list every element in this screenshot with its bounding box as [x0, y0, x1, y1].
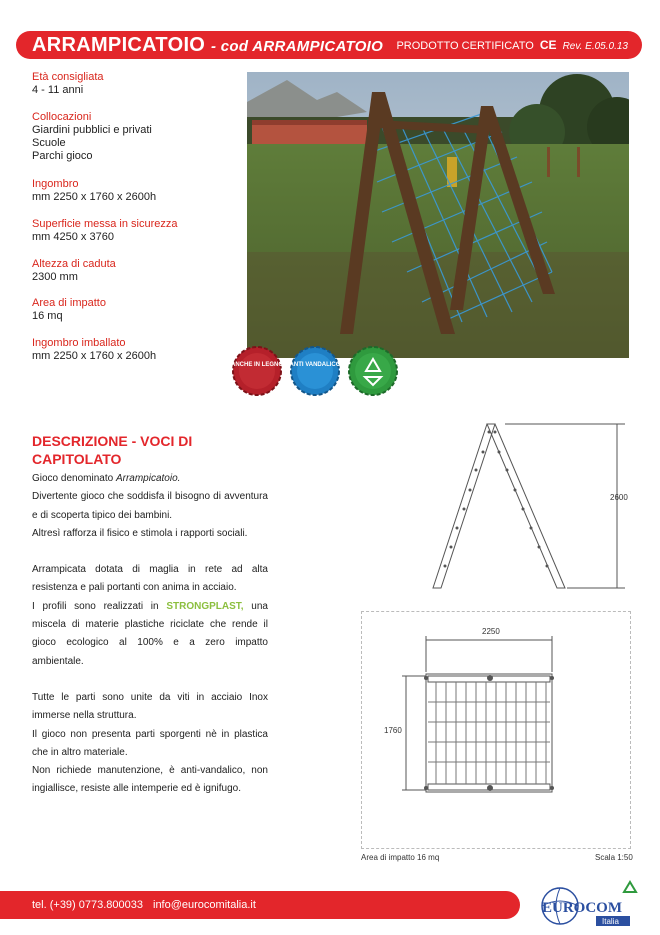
revision-label: Rev. E.05.0.13 [562, 41, 628, 52]
logo-wordmark: EUROCOM [542, 900, 622, 916]
email-link[interactable]: info@eurocomitalia.it [153, 899, 256, 911]
spec-safety-area: Superficie messa in sicurezza mm 4250 x 3760 [32, 218, 178, 243]
desc-paragraph: Il gioco non presenta parti sporgenti nè in plastica che in altro materiale. [32, 728, 268, 758]
depth-label: 1760 [384, 726, 402, 735]
seal-icon [289, 345, 341, 397]
spec-impact-area: Area di impatto 16 mq [32, 297, 106, 322]
wood-badge: ANCHE IN LEGNO [231, 345, 283, 397]
scale-caption: Scala 1:50 [595, 853, 633, 862]
desc-paragraph: Tutte le parti sono unite da viti in acciaio Inox immerse nella struttura. [32, 691, 268, 722]
spec-fall-height: Altezza di caduta 2300 mm [32, 258, 116, 283]
desc-paragraph: Arrampicata dotata di maglia in rete ad alta resistenza e pali portanti con anima in acciaio. [32, 564, 268, 594]
side-elevation-drawing [355, 412, 645, 602]
plan-drawing [362, 612, 630, 848]
footer-bar [0, 891, 520, 919]
product-code: - cod ARRAMPICATOIO [211, 38, 384, 55]
desc-paragraph: Divertente gioco che soddisfa il bisogno di avventura e di scoperta tipico dei bambini. [32, 491, 268, 521]
header-bar [16, 31, 642, 59]
desc-paragraph: Gioco denominato Arrampicatoio. [32, 473, 181, 484]
spec-size: Ingombro mm 2250 x 1760 x 2600h [32, 178, 157, 203]
strongplast-brand: STRONGPLAST, [166, 600, 244, 612]
spec-age: Età consigliata 4 - 11 anni [32, 71, 104, 96]
climbing-frame-photo [247, 72, 629, 358]
spec-packed-size: Ingombro imballato mm 2250 x 1760 x 2600h [32, 337, 157, 362]
description-title: DESCRIZIONE - VOCI DI CAPITOLATO [32, 433, 193, 467]
height-label: 2600 [610, 493, 628, 502]
spec-location: Collocazioni Giardini pubblici e privati Scuole Parchi gioco [32, 111, 152, 162]
width-label: 2250 [482, 627, 500, 636]
logo-sub: Italia [602, 917, 619, 926]
ce-mark-icon: CE [539, 38, 557, 52]
recycle-icon [347, 345, 399, 397]
impact-area-caption: Area di impatto 16 mq [361, 853, 440, 862]
recycle-badge [347, 345, 399, 397]
product-photo [247, 72, 629, 358]
desc-paragraph: Non richiede manutenzione, è anti-vandalico, non ingiallisce, resiste alle intemperie ed è ignifugo. [32, 765, 268, 795]
desc-paragraph: Altresì rafforza il fisico e stimola i rapporti sociali. [32, 527, 248, 539]
description-body [32, 470, 268, 799]
page-title: ARRAMPICATOIO - cod ARRAMPICATOIO [32, 34, 384, 56]
certified-label: PRODOTTO CERTIFICATO [396, 40, 534, 52]
plan-view [361, 611, 631, 849]
certification [396, 38, 628, 52]
globe-icon [530, 876, 650, 930]
anti-vandal-badge: ANTI VANDALICO [289, 345, 341, 397]
eurocom-logo [530, 876, 650, 930]
desc-paragraph: I profili sono realizzati in STRONGPLAST, una miscela di materie plastiche riciclate che rende il gioco ecologico al 100% e a zero impatto ambientale. [32, 600, 268, 667]
seal-icon [231, 345, 283, 397]
phone-link[interactable]: tel. (+39) 0773.800033 [32, 899, 144, 911]
